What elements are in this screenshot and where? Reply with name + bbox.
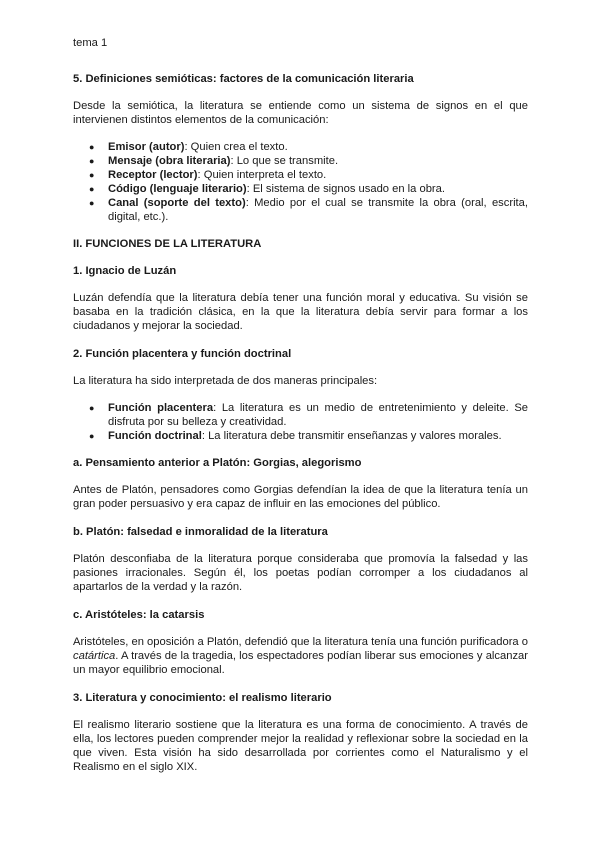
list-item (108, 429, 528, 443)
list-item (108, 154, 528, 168)
section-ii-heading: II. FUNCIONES DE LA LITERATURA (73, 238, 262, 250)
list-item-term: Emisor (autor) (108, 141, 185, 153)
list-item-desc: : La literatura es un medio de entretenimiento y deleite. Se disfruta por su belleza y creatividad. (108, 402, 528, 428)
platon-heading: b. Platón: falsedad e inmoralidad de la literatura (73, 526, 328, 538)
semiotic-factors-list (73, 140, 528, 224)
catartica-italic: catártica (73, 650, 116, 662)
platon-paragraph: Platón desconfiaba de la literatura porque consideraba que promovía la falsedad y las pasiones irracionales. Según él, los poetas podían corromper a los ciudadanos al apartarlos de la verdad y la razón. (73, 553, 528, 593)
section-5-intro: Desde la semiótica, la literatura se entiende como un sistema de signos en el que intervienen distintos elementos de la comunicación: (73, 100, 528, 126)
list-item (108, 401, 528, 429)
list-item-desc: : Quien crea el texto. (184, 141, 288, 153)
list-item-term: Función doctrinal (108, 430, 202, 442)
funciones-heading: 2. Función placentera y función doctrinal (73, 348, 292, 360)
aristoteles-text-after: . A través de la tragedia, los espectadores podían liberar sus emociones y alcanzar un mayor equilibrio emocional. (73, 650, 528, 676)
page-header: tema 1 (73, 37, 108, 49)
section-5-heading: 5. Definiciones semióticas: factores de la comunicación literaria (73, 73, 414, 85)
list-item-desc: : Quien interpreta el texto. (197, 169, 327, 181)
list-item-desc: : El sistema de signos usado en la obra. (246, 183, 445, 195)
luzan-heading: 1. Ignacio de Luzán (73, 265, 177, 277)
aristoteles-heading: c. Aristóteles: la catarsis (73, 609, 205, 621)
realismo-heading: 3. Literatura y conocimiento: el realismo literario (73, 692, 332, 704)
list-item-term: Función placentera (108, 402, 214, 414)
list-item-desc: : Lo que se transmite. (230, 155, 339, 167)
funciones-list (73, 401, 528, 443)
gorgias-heading: a. Pensamiento anterior a Platón: Gorgias, alegorismo (73, 457, 362, 469)
list-item-term: Mensaje (obra literaria) (108, 155, 231, 167)
list-item-desc: : Medio por el cual se transmite la obra (oral, escrita, digital, etc.). (108, 197, 528, 223)
list-item-term: Código (lenguaje literario) (108, 183, 247, 195)
document-body (73, 72, 528, 788)
list-item (108, 196, 528, 224)
funciones-intro: La literatura ha sido interpretada de dos maneras principales: (73, 375, 378, 387)
aristoteles-text-before: Aristóteles, en oposición a Platón, defendió que la literatura tenía una función purificadora o (73, 636, 528, 648)
aristoteles-paragraph (73, 635, 528, 677)
list-item-term: Receptor (lector) (108, 169, 198, 181)
gorgias-paragraph: Antes de Platón, pensadores como Gorgias defendían la idea de que la literatura tenía un gran poder persuasivo y era capaz de influir en las emociones del público. (73, 484, 528, 510)
realismo-paragraph: El realismo literario sostiene que la literatura es una forma de conocimiento. A través de ella, los lectores pueden comprender mejor la realidad y reflexionar sobre la sociedad en la que viven. Esta visión ha sido desarrollada por corrientes como el Naturalismo y el Realismo en el siglo XIX. (73, 719, 528, 773)
list-item-desc: : La literatura debe transmitir enseñanzas y valores morales. (201, 430, 502, 442)
list-item (108, 168, 528, 182)
luzan-paragraph: Luzán defendía que la literatura debía tener una función moral y educativa. Su visión se basaba en la tradición clásica, en la que la literatura debía servir para formar a los ciudadanos y mejorar la sociedad. (73, 292, 528, 332)
list-item (108, 140, 528, 154)
list-item (108, 182, 528, 196)
list-item-term: Canal (soporte del texto) (108, 197, 246, 209)
